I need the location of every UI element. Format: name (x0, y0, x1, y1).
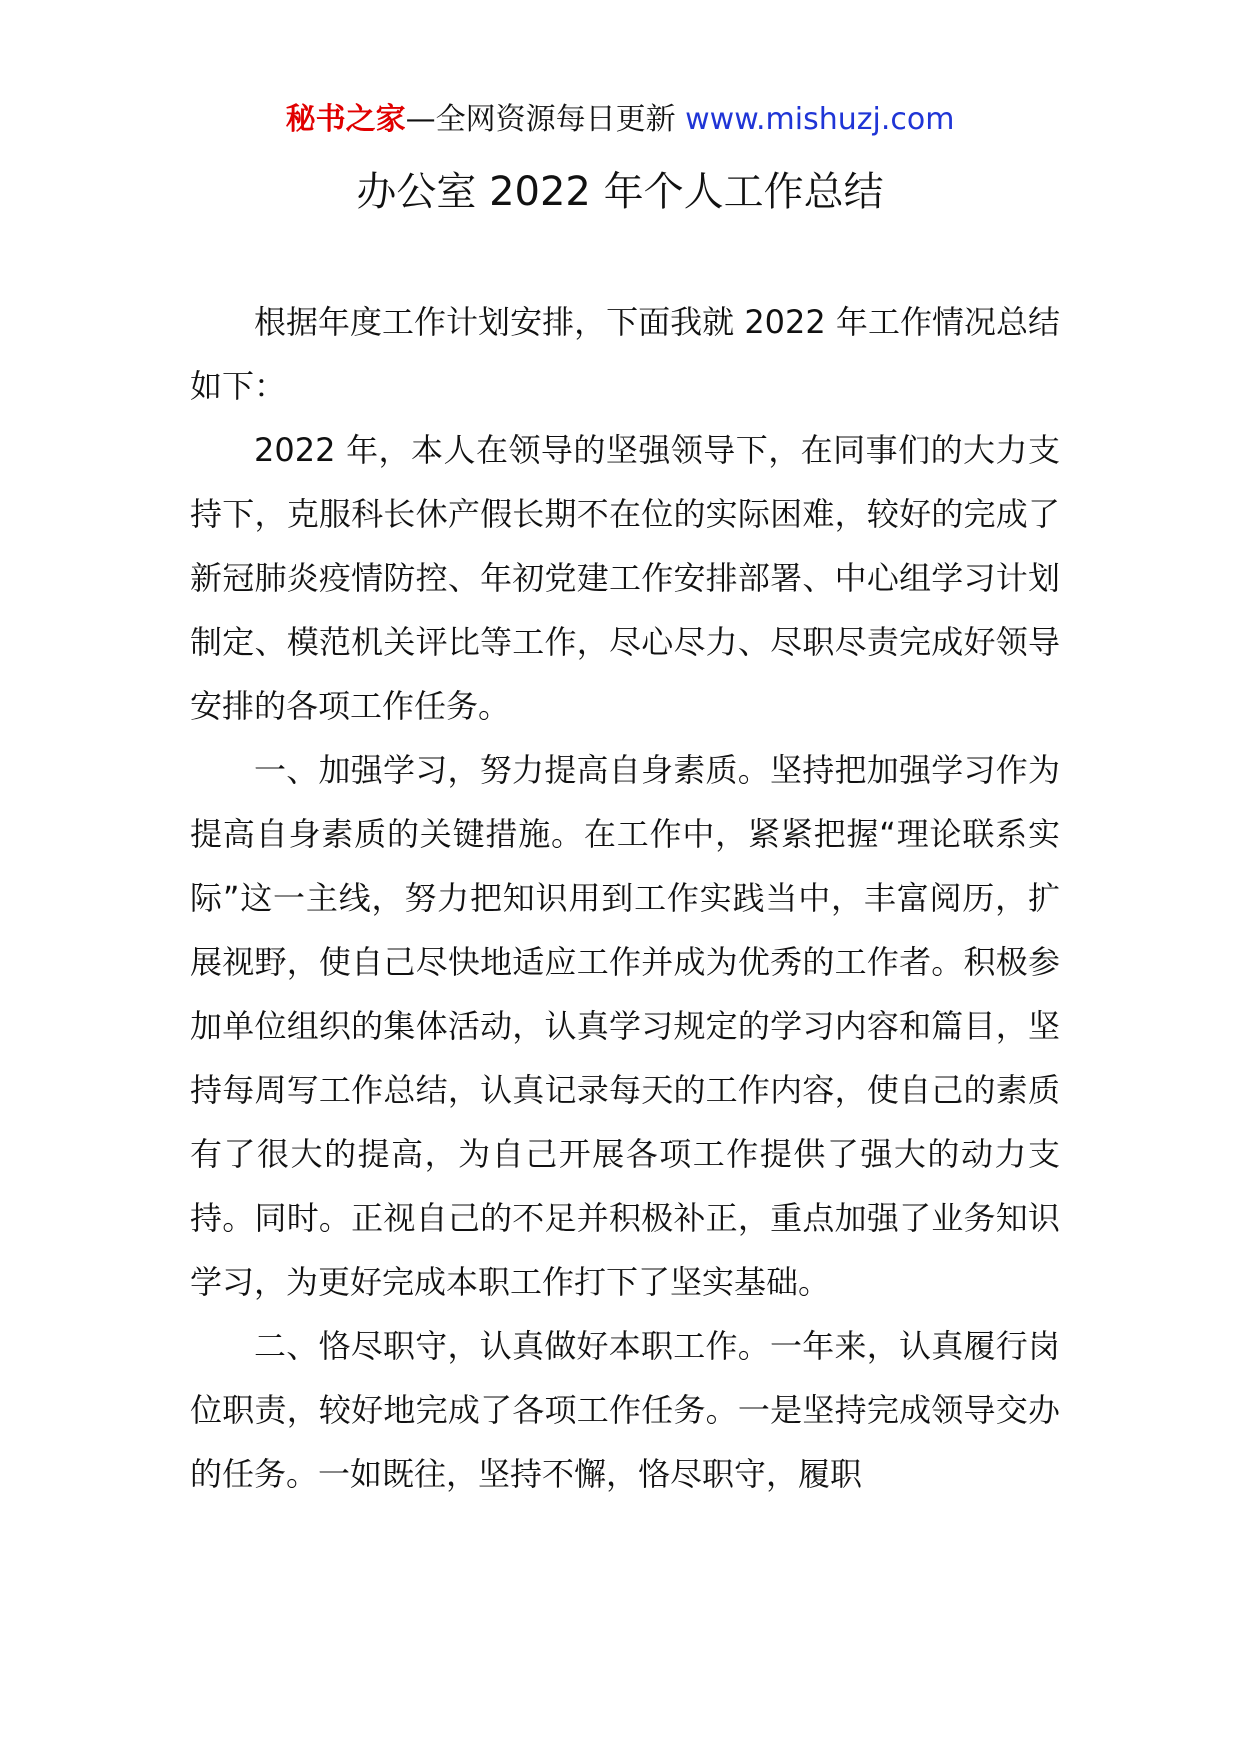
document-body (190, 290, 1060, 1506)
paragraph-summary: 2022 年，本人在领导的坚强领导下，在同事们的大力支持下，克服科长休产假长期不在位的实际困难，较好的完成了新冠肺炎疫情防控、年初党建工作安排部署、中心组学习计划制定、模范机关评比等工作，尽心尽力、尽职尽责完成好领导安排的各项工作任务。 (190, 431, 1060, 725)
header-slogan: —全网资源每日更新 (405, 102, 676, 137)
paragraph-intro: 根据年度工作计划安排，下面我就 2022 年工作情况总结如下： (190, 303, 1060, 405)
paragraph-section-2: 二、恪尽职守，认真做好本职工作。一年来，认真履行岗位职责，较好地完成了各项工作任务。一是坚持完成领导交办的任务。一如既往，坚持不懈，恪尽职守，履职 (190, 1327, 1060, 1493)
paragraph-section-1: 一、加强学习，努力提高自身素质。坚持把加强学习作为提高自身素质的关键措施。在工作中，紧紧把握“理论联系实际”这一主线，努力把知识用到工作实践当中，丰富阅历，扩展视野，使自己尽快地适应工作并成为优秀的工作者。积极参加单位组织的集体活动，认真学习规定的学习内容和篇目，坚持每周写工作总结，认真记录每天的工作内容，使自己的素质有了很大的提高，为自己开展各项工作提供了强大的动力支持。同时。正视自己的不足并积极补正，重点加强了业务知识学习，为更好完成本职工作打下了坚实基础。 (190, 751, 1060, 1301)
brand-name: 秘书之家 (285, 102, 406, 137)
document-title: 办公室 2022 年个人工作总结 (356, 169, 884, 215)
site-url-link[interactable]: www.mishuzj.com (685, 102, 955, 137)
site-header (0, 98, 1240, 142)
